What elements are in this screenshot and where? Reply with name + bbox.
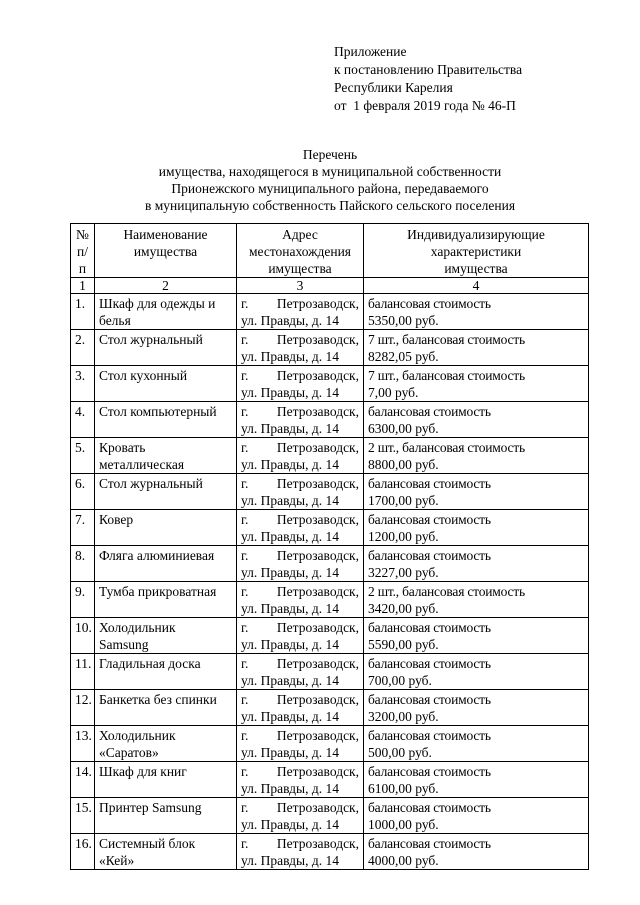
table-row bbox=[71, 726, 589, 762]
item-address bbox=[237, 474, 364, 510]
item-characteristics bbox=[364, 834, 589, 870]
header-text: № bbox=[76, 227, 89, 242]
address-city: Петрозаводск, bbox=[276, 512, 359, 527]
item-name bbox=[95, 474, 237, 510]
address-line bbox=[241, 763, 359, 780]
address-city-prefix: г. bbox=[241, 368, 249, 383]
item-address bbox=[237, 438, 364, 474]
item-name bbox=[95, 546, 237, 582]
header-number bbox=[71, 224, 95, 278]
column-number-row bbox=[71, 278, 589, 294]
document-title bbox=[70, 146, 590, 214]
column-number: 4 bbox=[364, 278, 589, 294]
characteristics-line: 5350,00 руб. bbox=[368, 313, 439, 328]
item-name bbox=[95, 690, 237, 726]
characteristics-line: 1200,00 руб. bbox=[368, 529, 439, 544]
row-number: 7. bbox=[71, 510, 95, 546]
row-number: 2. bbox=[71, 330, 95, 366]
table-row bbox=[71, 402, 589, 438]
item-characteristics bbox=[364, 366, 589, 402]
row-number: 16. bbox=[71, 834, 95, 870]
address-city-prefix: г. bbox=[241, 512, 249, 527]
row-number: 6. bbox=[71, 474, 95, 510]
characteristics-line: 3227,00 руб. bbox=[368, 565, 439, 580]
characteristics-line: 8800,00 руб. bbox=[368, 457, 439, 472]
characteristics-line: 7 шт., балансовая стоимость bbox=[368, 332, 525, 347]
annex-line: Приложение bbox=[334, 44, 407, 59]
table-row bbox=[71, 798, 589, 834]
table-row bbox=[71, 582, 589, 618]
characteristics-line: 8282,05 руб. bbox=[368, 349, 439, 364]
property-table bbox=[70, 223, 589, 870]
address-line bbox=[241, 367, 359, 384]
item-characteristics bbox=[364, 690, 589, 726]
address-line: ул. Правды, д. 14 bbox=[241, 637, 339, 652]
address-city-prefix: г. bbox=[241, 836, 249, 851]
characteristics-line: 6100,00 руб. bbox=[368, 781, 439, 796]
address-line: ул. Правды, д. 14 bbox=[241, 601, 339, 616]
address-city: Петрозаводск, bbox=[276, 476, 359, 491]
item-name-line: Стол компьютерный bbox=[99, 404, 217, 419]
address-city: Петрозаводск, bbox=[276, 656, 359, 671]
item-characteristics bbox=[364, 294, 589, 330]
table-row bbox=[71, 546, 589, 582]
address-city: Петрозаводск, bbox=[276, 332, 359, 347]
table-row bbox=[71, 690, 589, 726]
item-address bbox=[237, 762, 364, 798]
title-line: Перечень bbox=[302, 147, 358, 162]
table-row bbox=[71, 438, 589, 474]
characteristics-line: балансовая стоимость bbox=[368, 476, 491, 491]
characteristics-line: 2 шт., балансовая стоимость bbox=[368, 584, 525, 599]
item-name-line: Холодильник bbox=[99, 620, 176, 635]
address-city: Петрозаводск, bbox=[276, 692, 359, 707]
address-line bbox=[241, 295, 359, 312]
characteristics-line: 500,00 руб. bbox=[368, 745, 432, 760]
item-address bbox=[237, 402, 364, 438]
item-name-line: Тумба прикроватная bbox=[99, 584, 217, 599]
address-city: Петрозаводск, bbox=[276, 764, 359, 779]
address-line: ул. Правды, д. 14 bbox=[241, 493, 339, 508]
item-characteristics bbox=[364, 474, 589, 510]
address-city-prefix: г. bbox=[241, 728, 249, 743]
item-name bbox=[95, 510, 237, 546]
row-number: 4. bbox=[71, 402, 95, 438]
address-city: Петрозаводск, bbox=[276, 368, 359, 383]
address-line: ул. Правды, д. 14 bbox=[241, 709, 339, 724]
address-city: Петрозаводск, bbox=[276, 728, 359, 743]
item-name-line: Samsung bbox=[99, 637, 149, 652]
characteristics-line: 1000,00 руб. bbox=[368, 817, 439, 832]
address-city: Петрозаводск, bbox=[276, 836, 359, 851]
address-city-prefix: г. bbox=[241, 620, 249, 635]
item-address bbox=[237, 690, 364, 726]
item-name-line: «Кей» bbox=[99, 853, 135, 868]
address-line bbox=[241, 727, 359, 744]
item-characteristics bbox=[364, 546, 589, 582]
item-characteristics bbox=[364, 438, 589, 474]
characteristics-line: балансовая стоимость bbox=[368, 728, 491, 743]
item-address bbox=[237, 798, 364, 834]
characteristics-line: 7 шт., балансовая стоимость bbox=[368, 368, 525, 383]
table-header-row bbox=[71, 224, 589, 278]
address-city-prefix: г. bbox=[241, 548, 249, 563]
column-number: 3 bbox=[237, 278, 364, 294]
item-name bbox=[95, 582, 237, 618]
item-characteristics bbox=[364, 402, 589, 438]
address-line: ул. Правды, д. 14 bbox=[241, 313, 339, 328]
address-line: ул. Правды, д. 14 bbox=[241, 565, 339, 580]
header-name bbox=[95, 224, 237, 278]
item-name-line: «Саратов» bbox=[99, 745, 159, 760]
header-characteristics bbox=[364, 224, 589, 278]
characteristics-line: 3420,00 руб. bbox=[368, 601, 439, 616]
characteristics-line: 1700,00 руб. bbox=[368, 493, 439, 508]
annex-block bbox=[334, 43, 522, 115]
item-address bbox=[237, 546, 364, 582]
item-name-line: Стол журнальный bbox=[99, 476, 203, 491]
row-number: 15. bbox=[71, 798, 95, 834]
item-characteristics bbox=[364, 618, 589, 654]
row-number: 3. bbox=[71, 366, 95, 402]
item-name-line: Стол журнальный bbox=[99, 332, 203, 347]
item-characteristics bbox=[364, 762, 589, 798]
address-city: Петрозаводск, bbox=[276, 440, 359, 455]
characteristics-line: балансовая стоимость bbox=[368, 296, 491, 311]
item-address bbox=[237, 618, 364, 654]
characteristics-line: балансовая стоимость bbox=[368, 404, 491, 419]
item-address bbox=[237, 834, 364, 870]
column-number: 2 bbox=[95, 278, 237, 294]
item-characteristics bbox=[364, 510, 589, 546]
item-characteristics bbox=[364, 798, 589, 834]
title-line: в муниципальную собственность Пайского сельского поселения bbox=[144, 198, 516, 213]
address-line: ул. Правды, д. 14 bbox=[241, 781, 339, 796]
characteristics-line: балансовая стоимость bbox=[368, 836, 491, 851]
item-name-line: белья bbox=[99, 313, 131, 328]
characteristics-line: 4000,00 руб. bbox=[368, 853, 439, 868]
item-address bbox=[237, 654, 364, 690]
item-name-line: Принтер Samsung bbox=[99, 800, 202, 815]
row-number: 12. bbox=[71, 690, 95, 726]
row-number: 13. bbox=[71, 726, 95, 762]
item-characteristics bbox=[364, 330, 589, 366]
characteristics-line: 7,00 руб. bbox=[368, 385, 419, 400]
characteristics-line: 700,00 руб. bbox=[368, 673, 432, 688]
address-line: ул. Правды, д. 14 bbox=[241, 529, 339, 544]
item-name bbox=[95, 294, 237, 330]
address-line: ул. Правды, д. 14 bbox=[241, 853, 339, 868]
table-row bbox=[71, 330, 589, 366]
item-name-line: Холодильник bbox=[99, 728, 176, 743]
table-row bbox=[71, 654, 589, 690]
address-city-prefix: г. bbox=[241, 764, 249, 779]
characteristics-line: балансовая стоимость bbox=[368, 764, 491, 779]
address-city-prefix: г. bbox=[241, 656, 249, 671]
header-text: Наименование bbox=[123, 227, 208, 242]
item-name bbox=[95, 762, 237, 798]
item-characteristics bbox=[364, 582, 589, 618]
title-line: имущества, находящегося в муниципальной собственности bbox=[158, 164, 502, 179]
address-line bbox=[241, 547, 359, 564]
item-name bbox=[95, 834, 237, 870]
address-line: ул. Правды, д. 14 bbox=[241, 673, 339, 688]
header-address bbox=[237, 224, 364, 278]
characteristics-line: балансовая стоимость bbox=[368, 656, 491, 671]
item-address bbox=[237, 510, 364, 546]
annex-line: Республики Карелия bbox=[334, 80, 453, 95]
characteristics-line: балансовая стоимость bbox=[368, 548, 491, 563]
header-text: имущества bbox=[268, 261, 332, 276]
row-number: 8. bbox=[71, 546, 95, 582]
table-row bbox=[71, 762, 589, 798]
annex-line: к постановлению Правительства bbox=[334, 62, 523, 77]
row-number: 9. bbox=[71, 582, 95, 618]
item-name-line: Ковер bbox=[99, 512, 134, 527]
address-line bbox=[241, 475, 359, 492]
address-city-prefix: г. bbox=[241, 296, 249, 311]
table-row bbox=[71, 366, 589, 402]
header-text: имущества bbox=[444, 261, 508, 276]
item-name-line: Системный блок bbox=[99, 836, 196, 851]
address-line: ул. Правды, д. 14 bbox=[241, 421, 339, 436]
address-line bbox=[241, 691, 359, 708]
characteristics-line: балансовая стоимость bbox=[368, 620, 491, 635]
address-line bbox=[241, 619, 359, 636]
address-line: ул. Правды, д. 14 bbox=[241, 745, 339, 760]
annex-line: от 1 февраля 2019 года № 46-П bbox=[334, 98, 516, 113]
row-number: 5. bbox=[71, 438, 95, 474]
item-name bbox=[95, 366, 237, 402]
item-name-line: Банкетка без спинки bbox=[99, 692, 217, 707]
address-line: ул. Правды, д. 14 bbox=[241, 457, 339, 472]
characteristics-line: 5590,00 руб. bbox=[368, 637, 439, 652]
item-name bbox=[95, 798, 237, 834]
address-line bbox=[241, 511, 359, 528]
characteristics-line: балансовая стоимость bbox=[368, 512, 491, 527]
address-city: Петрозаводск, bbox=[276, 800, 359, 815]
address-line bbox=[241, 835, 359, 852]
address-city-prefix: г. bbox=[241, 404, 249, 419]
item-name-line: металлическая bbox=[99, 457, 185, 472]
item-characteristics bbox=[364, 654, 589, 690]
header-text: Адрес bbox=[282, 227, 318, 242]
table-row bbox=[71, 474, 589, 510]
item-name-line: Гладильная доска bbox=[99, 656, 201, 671]
address-city: Петрозаводск, bbox=[276, 584, 359, 599]
address-city-prefix: г. bbox=[241, 800, 249, 815]
address-line bbox=[241, 799, 359, 816]
address-city-prefix: г. bbox=[241, 332, 249, 347]
item-address bbox=[237, 330, 364, 366]
address-line bbox=[241, 439, 359, 456]
header-text: характеристики bbox=[430, 244, 522, 259]
item-address bbox=[237, 726, 364, 762]
item-name-line: Шкаф для одежды и bbox=[99, 296, 216, 311]
address-city-prefix: г. bbox=[241, 692, 249, 707]
item-characteristics bbox=[364, 726, 589, 762]
address-city: Петрозаводск, bbox=[276, 620, 359, 635]
row-number: 10. bbox=[71, 618, 95, 654]
address-city-prefix: г. bbox=[241, 440, 249, 455]
table-row bbox=[71, 834, 589, 870]
address-line bbox=[241, 403, 359, 420]
row-number: 14. bbox=[71, 762, 95, 798]
table-row bbox=[71, 294, 589, 330]
header-text: местонахождения bbox=[248, 244, 352, 259]
title-line: Прионежского муниципального района, передаваемого bbox=[171, 181, 489, 196]
item-name-line: Фляга алюминиевая bbox=[99, 548, 215, 563]
row-number: 11. bbox=[71, 654, 95, 690]
row-number: 1. bbox=[71, 294, 95, 330]
item-address bbox=[237, 366, 364, 402]
address-line bbox=[241, 331, 359, 348]
item-address bbox=[237, 582, 364, 618]
address-city: Петрозаводск, bbox=[276, 404, 359, 419]
table-row bbox=[71, 510, 589, 546]
item-name-line: Кровать bbox=[99, 440, 146, 455]
header-text: имущества bbox=[133, 244, 198, 259]
header-text: Индивидуализирующие bbox=[407, 227, 545, 242]
characteristics-line: балансовая стоимость bbox=[368, 692, 491, 707]
item-name bbox=[95, 726, 237, 762]
address-line: ул. Правды, д. 14 bbox=[241, 349, 339, 364]
address-line bbox=[241, 583, 359, 600]
characteristics-line: 6300,00 руб. bbox=[368, 421, 439, 436]
address-line: ул. Правды, д. 14 bbox=[241, 817, 339, 832]
header-text: п/п bbox=[77, 244, 88, 276]
column-number: 1 bbox=[71, 278, 95, 294]
address-line bbox=[241, 655, 359, 672]
item-name bbox=[95, 330, 237, 366]
item-name bbox=[95, 402, 237, 438]
item-address bbox=[237, 294, 364, 330]
characteristics-line: 3200,00 руб. bbox=[368, 709, 439, 724]
address-city: Петрозаводск, bbox=[276, 548, 359, 563]
item-name bbox=[95, 618, 237, 654]
item-name bbox=[95, 654, 237, 690]
address-city-prefix: г. bbox=[241, 476, 249, 491]
address-city-prefix: г. bbox=[241, 584, 249, 599]
table-row bbox=[71, 618, 589, 654]
address-line: ул. Правды, д. 14 bbox=[241, 385, 339, 400]
item-name-line: Стол кухонный bbox=[99, 368, 188, 383]
item-name bbox=[95, 438, 237, 474]
characteristics-line: 2 шт., балансовая стоимость bbox=[368, 440, 525, 455]
item-name-line: Шкаф для книг bbox=[99, 764, 187, 779]
characteristics-line: балансовая стоимость bbox=[368, 800, 491, 815]
address-city: Петрозаводск, bbox=[276, 296, 359, 311]
